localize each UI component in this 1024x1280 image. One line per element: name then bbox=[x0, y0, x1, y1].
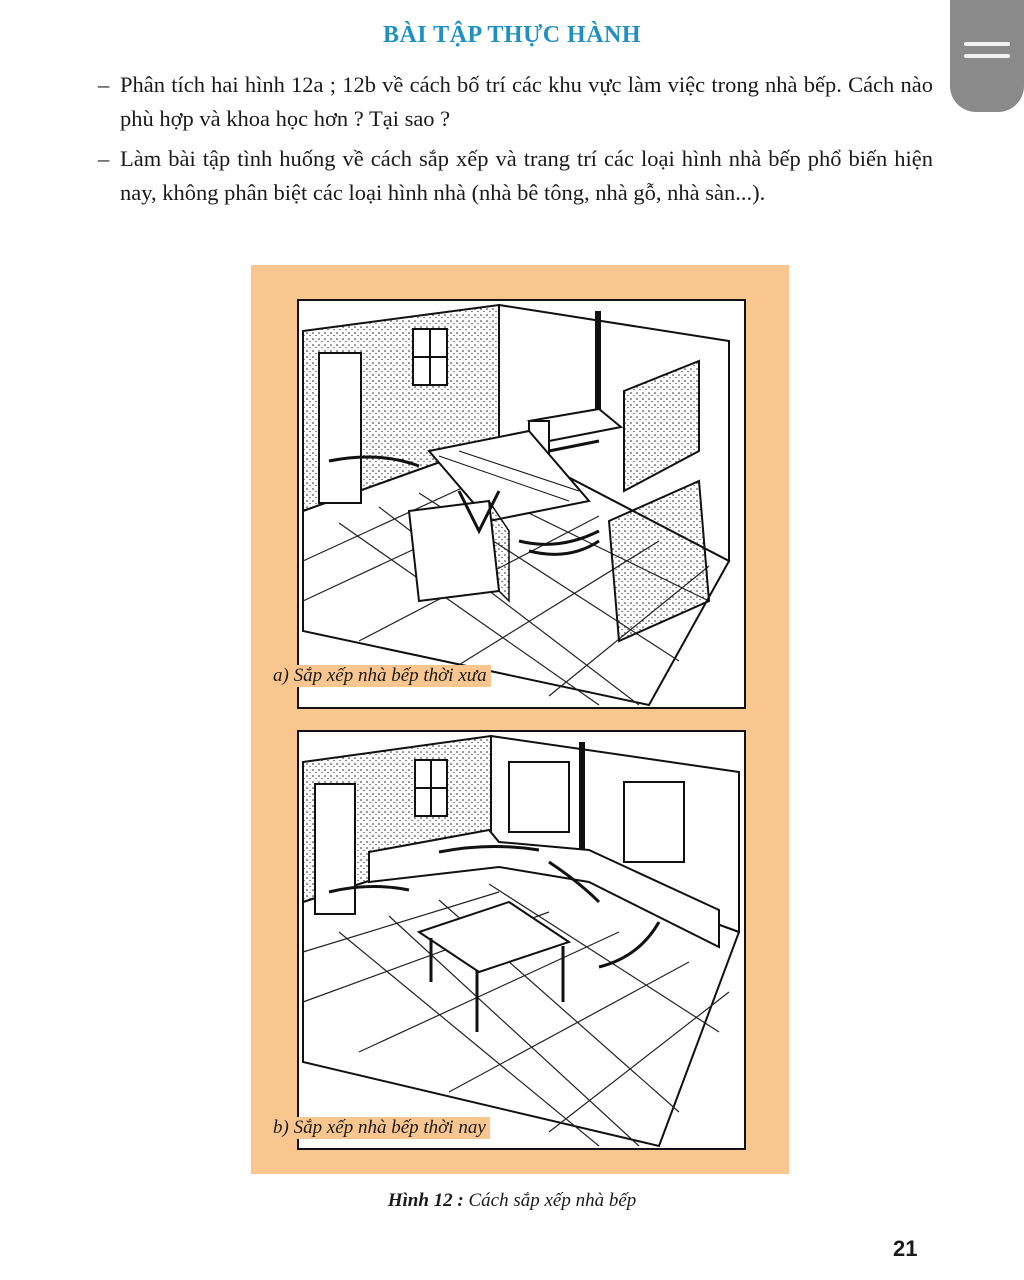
figure-caption-b: b) Sắp xếp nhà bếp thời nay bbox=[269, 1117, 490, 1139]
hamburger-menu-icon bbox=[964, 42, 1010, 46]
kitchen-illustration-modern bbox=[297, 730, 746, 1150]
page-title: BÀI TẬP THỰC HÀNH bbox=[382, 22, 642, 48]
kitchen-modern-drawing bbox=[299, 732, 744, 1148]
figure-caption-text: Cách sắp xếp nhà bếp bbox=[468, 1190, 637, 1211]
exercise-text-2: Làm bài tập tình huống về cách sắp xếp và trang trí các loại hình nhà bếp phổ biến hiện nay, không phân biệt các loại hình nhà (nhà bê tông, nhà gỗ, nhà sàn...). bbox=[120, 146, 933, 205]
figure-caption-label: Hình 12 : bbox=[387, 1190, 464, 1211]
menu-button[interactable] bbox=[950, 0, 1024, 112]
exercise-item-2 bbox=[98, 142, 933, 210]
kitchen-illustration-old bbox=[297, 299, 746, 709]
figure-caption-a: a) Sắp xếp nhà bếp thời xưa bbox=[269, 665, 491, 687]
hamburger-menu-icon-line bbox=[964, 54, 1010, 58]
exercise-text-1: Phân tích hai hình 12a ; 12b về cách bố trí các khu vực làm việc trong nhà bếp. Cách nào phù hợp và khoa học hơn ? Tại sao ? bbox=[120, 72, 933, 131]
kitchen-figure bbox=[251, 265, 789, 1174]
exercise-item-1 bbox=[98, 68, 933, 136]
bullet-dash: – bbox=[98, 146, 110, 171]
bullet-dash: – bbox=[98, 72, 110, 97]
figure-caption bbox=[0, 1190, 1024, 1212]
kitchen-old-drawing bbox=[299, 301, 744, 707]
page-number: 21 bbox=[893, 1236, 918, 1261]
